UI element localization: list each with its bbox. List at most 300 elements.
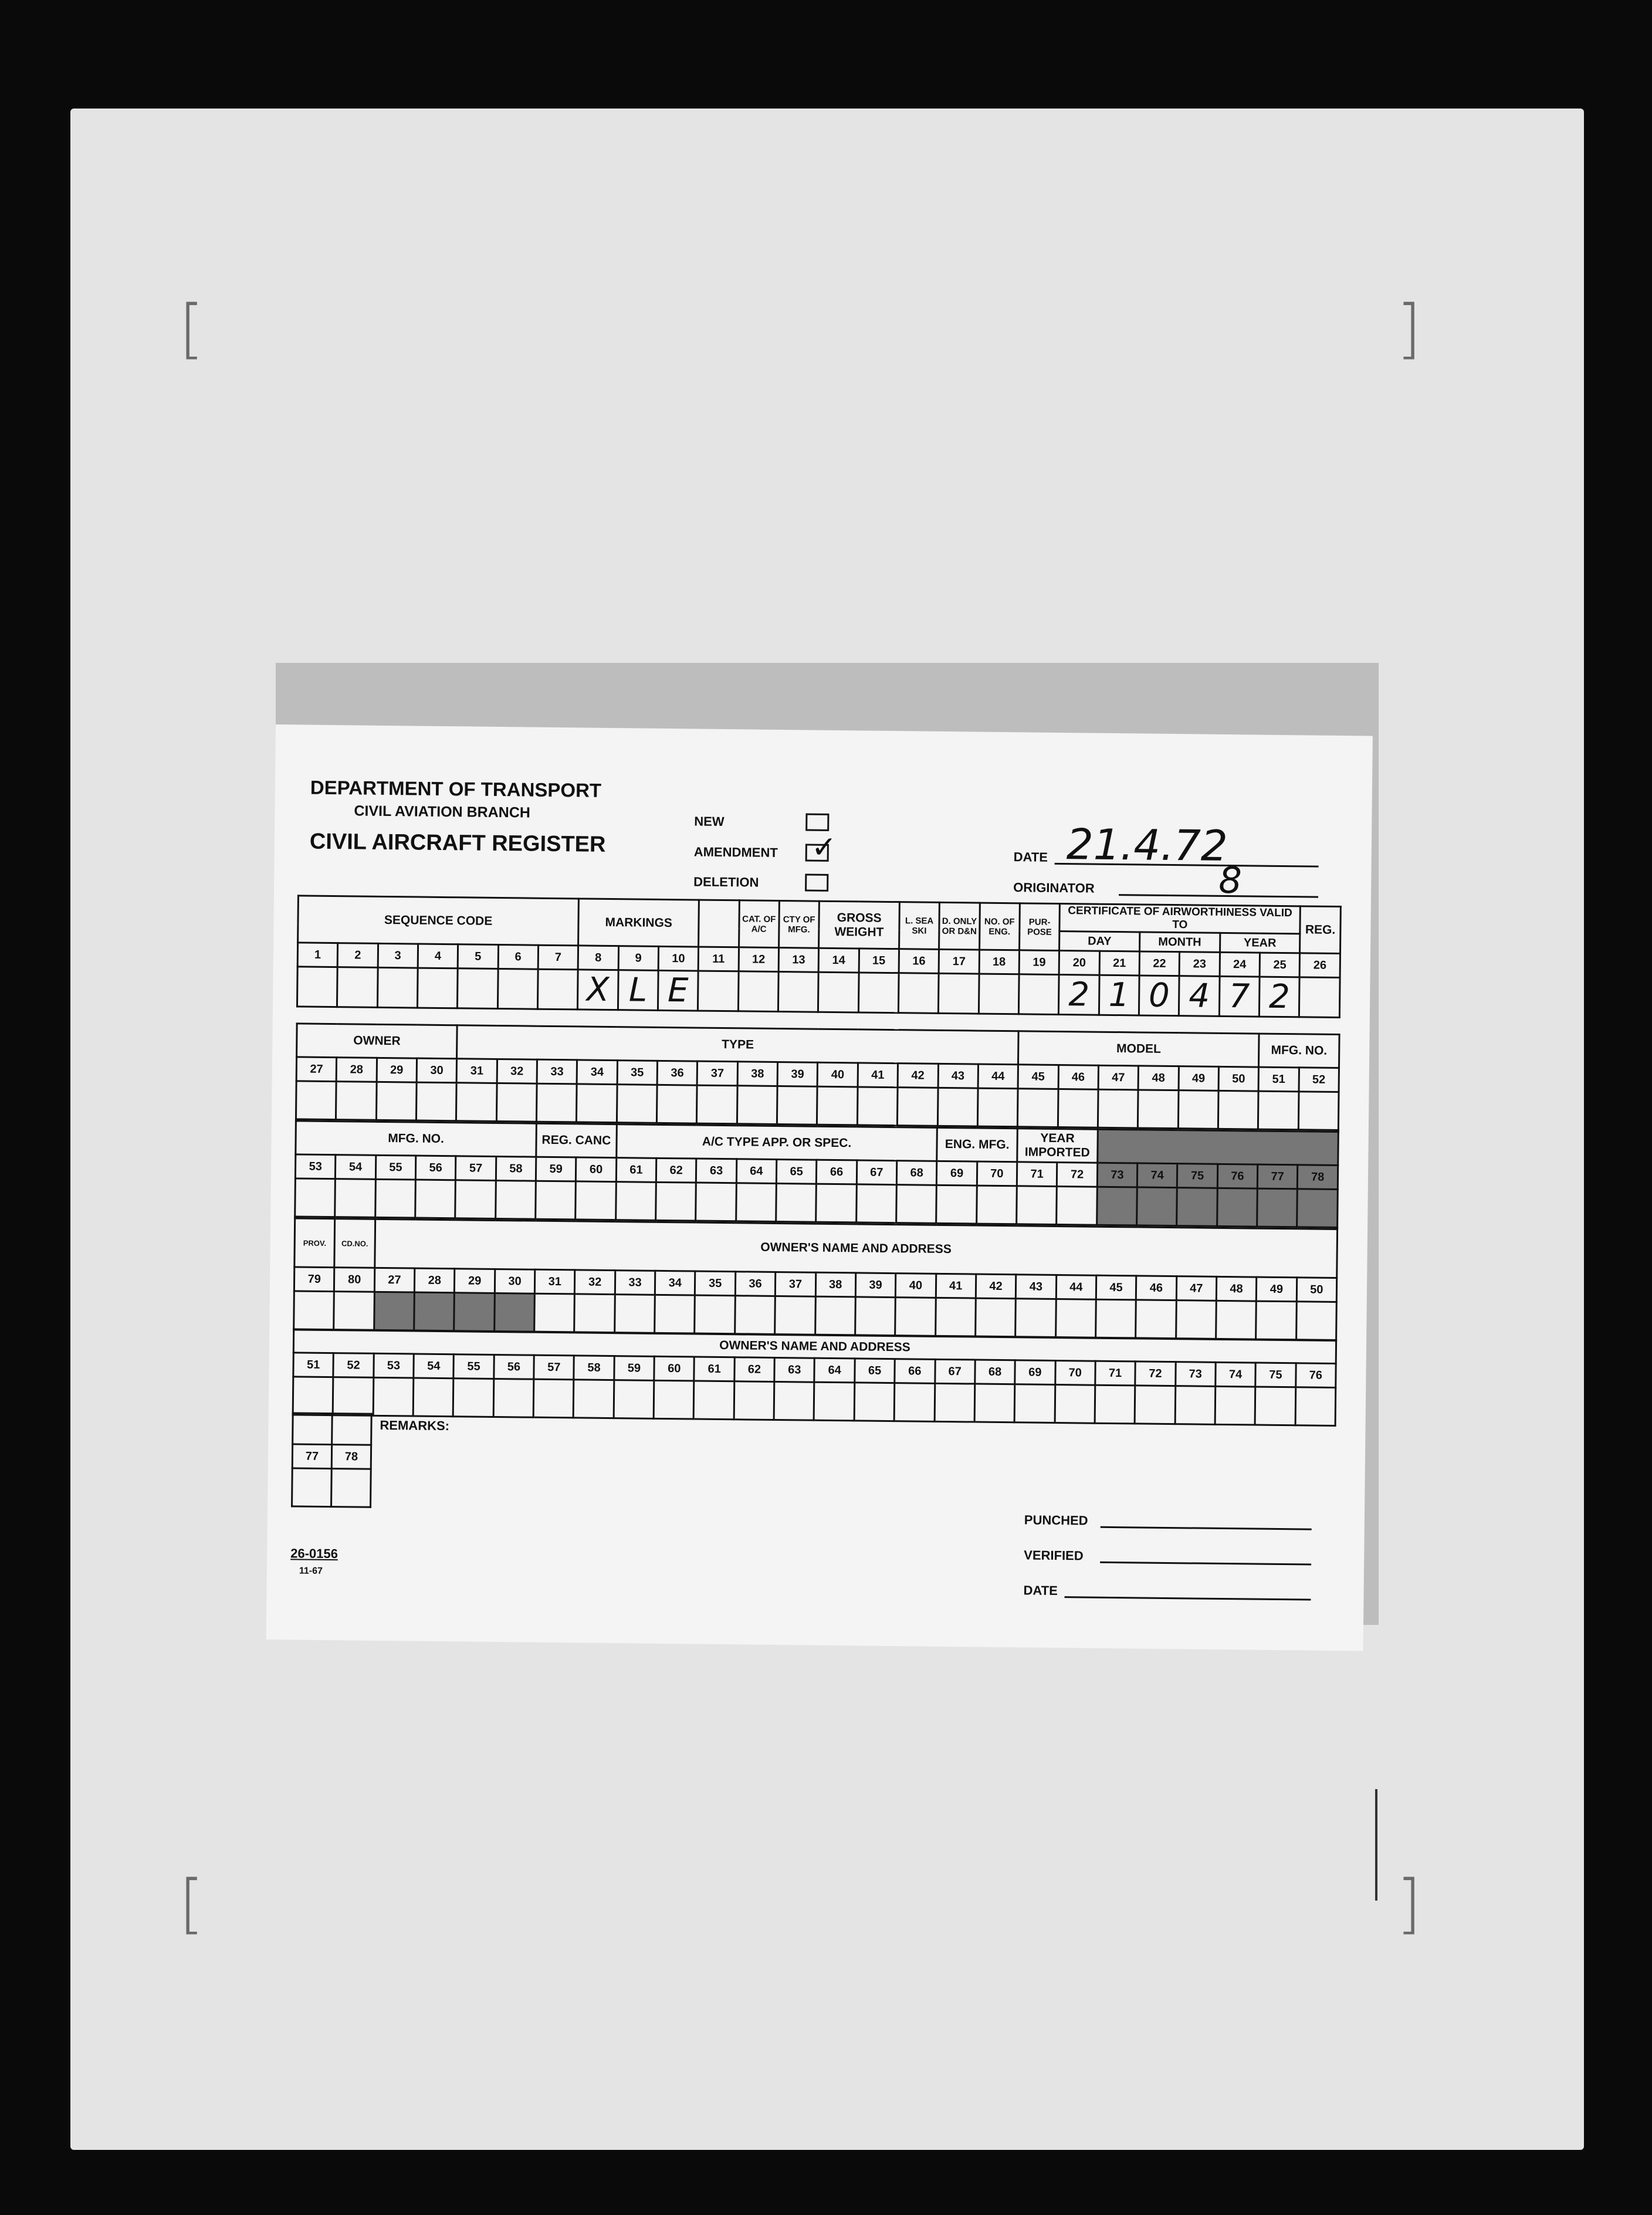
col-number: 50 [1296, 1278, 1337, 1302]
col-number: 68 [975, 1360, 1015, 1384]
data-cell[interactable] [1299, 977, 1340, 1018]
data-cell[interactable] [1295, 1387, 1336, 1426]
col-number: 75 [1255, 1363, 1296, 1387]
data-cell[interactable] [295, 1178, 336, 1217]
col-number: 41 [858, 1063, 898, 1088]
col-number: 76 [1217, 1164, 1258, 1188]
data-cell[interactable] [898, 1088, 938, 1126]
col-number: 40 [818, 1062, 858, 1087]
data-cell[interactable] [857, 1087, 898, 1126]
data-cell[interactable] [1096, 1187, 1137, 1225]
data-cell[interactable] [774, 1381, 814, 1420]
data-cell[interactable] [1215, 1386, 1255, 1425]
data-cell[interactable] [939, 973, 979, 1014]
data-cell[interactable] [373, 1377, 414, 1416]
data-cell[interactable] [453, 1379, 494, 1417]
data-cell[interactable] [1297, 1189, 1338, 1228]
verified-label: VERIFIED [1024, 1547, 1084, 1563]
col-number: 72 [1057, 1162, 1098, 1187]
purpose-header: PUR-POSE [1019, 903, 1059, 951]
data-cell[interactable] [537, 969, 578, 1010]
data-cell[interactable] [815, 1296, 855, 1335]
col-number: 49 [1257, 1277, 1297, 1302]
data-cell[interactable] [534, 1293, 575, 1332]
row6-grid [291, 1412, 373, 1508]
col-number: 56 [494, 1354, 534, 1379]
data-cell[interactable] [374, 1292, 414, 1330]
data-cell[interactable] [694, 1381, 734, 1420]
eng-mfg-header: ENG. MFG. [937, 1127, 1017, 1161]
col-number: 25 [1260, 953, 1300, 977]
data-cell[interactable] [1058, 1089, 1098, 1127]
data-cell[interactable] [697, 1085, 737, 1124]
data-cell[interactable] [1175, 1386, 1216, 1425]
certificate-header: CERTIFICATE OF AIRWORTHINESS VALID TO [1059, 904, 1301, 934]
col-number: 51 [293, 1353, 334, 1377]
col-number: 59 [536, 1157, 576, 1181]
col-number: 37 [775, 1272, 815, 1296]
col-number: 13 [778, 947, 819, 972]
col-number: 69 [937, 1161, 977, 1186]
data-cell[interactable] [738, 971, 778, 1012]
data-cell[interactable] [1178, 1090, 1218, 1129]
col-number: 64 [736, 1159, 777, 1184]
data-cell[interactable] [817, 1086, 858, 1125]
data-cell[interactable] [976, 1298, 1016, 1337]
data-cell[interactable] [1059, 975, 1099, 1015]
data-cell[interactable] [1014, 1384, 1055, 1423]
data-cell[interactable] [1219, 976, 1260, 1017]
amendment-check-mark: ✓ [811, 829, 837, 866]
col-number: 20 [1059, 951, 1099, 976]
handwritten-entry: E [667, 971, 689, 1010]
col-number: 57 [534, 1355, 574, 1380]
data-cell[interactable] [536, 1083, 577, 1122]
col-number: 47 [1098, 1065, 1139, 1090]
data-cell[interactable] [415, 1180, 456, 1218]
data-cell[interactable] [734, 1381, 774, 1420]
data-cell[interactable] [414, 1292, 455, 1331]
col-number: 61 [616, 1158, 656, 1183]
col-number: 29 [377, 1058, 417, 1082]
punched-label: PUNCHED [1024, 1512, 1088, 1528]
col-number: 74 [1137, 1163, 1177, 1188]
col-number: 28 [414, 1268, 455, 1293]
data-cell[interactable] [1217, 1188, 1257, 1227]
col-number: 21 [1099, 951, 1140, 976]
col-number: 14 [818, 948, 859, 973]
col-number: 55 [375, 1155, 416, 1180]
form-revision: 11-67 [299, 1566, 323, 1576]
data-cell[interactable] [454, 1293, 495, 1332]
col-number: 42 [976, 1274, 1016, 1299]
data-cell[interactable] [695, 1295, 735, 1334]
data-cell[interactable] [1257, 1188, 1298, 1227]
data-cell[interactable] [377, 967, 418, 1008]
owner-name-header-1: OWNER'S NAME AND ADDRESS [375, 1219, 1338, 1278]
data-cell[interactable] [818, 972, 859, 1012]
data-cell[interactable] [614, 1380, 654, 1419]
data-cell[interactable] [894, 1383, 935, 1422]
no-eng-header: NO. OF ENG. [979, 903, 1020, 950]
data-cell[interactable] [496, 1083, 537, 1122]
day-subheader: DAY [1059, 932, 1140, 951]
col-number: 36 [735, 1272, 776, 1296]
data-cell[interactable] [1135, 1386, 1175, 1424]
col-number: 65 [776, 1159, 817, 1184]
col-number: 77 [1257, 1164, 1298, 1189]
col-number: 54 [414, 1354, 454, 1379]
row3-grid [294, 1120, 1339, 1228]
col-number: 57 [456, 1156, 496, 1181]
data-cell[interactable] [655, 1295, 695, 1333]
col-number: 52 [333, 1353, 374, 1378]
data-cell[interactable] [1055, 1299, 1096, 1337]
col-number: 51 [1258, 1067, 1299, 1092]
data-cell[interactable] [654, 1380, 694, 1419]
data-cell[interactable] [1216, 1300, 1257, 1339]
data-cell[interactable] [896, 1185, 937, 1224]
handwritten-entry: 4 [1189, 977, 1210, 1015]
data-cell[interactable] [854, 1383, 895, 1421]
col-number: 55 [453, 1354, 494, 1379]
month-subheader: MONTH [1140, 932, 1220, 952]
d-only-header: D. ONLY OR D&N [939, 902, 980, 950]
col-number: 15 [859, 949, 899, 973]
year-subheader: YEAR [1220, 933, 1300, 953]
data-cell[interactable] [737, 1086, 777, 1125]
amendment-label: AMENDMENT [693, 844, 778, 860]
col-number: 62 [656, 1158, 696, 1183]
row6-spacer [332, 1414, 372, 1445]
data-cell[interactable] [336, 1082, 377, 1120]
col-number: 66 [817, 1160, 857, 1184]
date-value: 21.4.72 [1066, 819, 1228, 871]
data-cell[interactable] [296, 1081, 336, 1120]
col-number: 74 [1216, 1362, 1256, 1387]
data-cell[interactable] [618, 970, 658, 1011]
col-number: 23 [1179, 952, 1220, 977]
sequence-code-header: SEQUENCE CODE [298, 896, 579, 946]
data-cell[interactable] [576, 1181, 616, 1220]
col-number: 34 [577, 1060, 618, 1085]
data-cell[interactable] [776, 1183, 817, 1222]
col-number: 24 [1220, 952, 1260, 977]
markings-header: MARKINGS [578, 899, 699, 947]
data-cell[interactable] [577, 1084, 617, 1123]
register-title: CIVIL AIRCRAFT REGISTER [309, 829, 606, 857]
deletion-label: DELETION [693, 874, 759, 890]
data-cell[interactable] [979, 974, 1019, 1014]
data-cell[interactable] [1176, 1300, 1216, 1339]
data-cell[interactable] [778, 971, 818, 1012]
col-number: 37 [698, 1061, 738, 1086]
data-cell[interactable] [1018, 974, 1059, 1015]
col-number: 22 [1139, 951, 1180, 976]
col-number: 27 [296, 1057, 337, 1082]
data-cell[interactable] [1298, 1092, 1339, 1130]
data-cell[interactable] [658, 970, 698, 1011]
data-cell[interactable] [856, 1184, 896, 1223]
data-cell[interactable] [574, 1380, 614, 1418]
data-cell[interactable] [536, 1181, 576, 1220]
col-number: 46 [1136, 1276, 1177, 1300]
handwritten-entry: L [628, 971, 648, 1010]
col-number: 35 [617, 1061, 658, 1085]
mfg-no-header: MFG. NO. [1259, 1034, 1339, 1068]
data-cell[interactable] [937, 1088, 978, 1126]
new-checkbox[interactable] [805, 813, 829, 831]
crop-mark: ] [1396, 291, 1421, 366]
col-number: 70 [977, 1161, 1017, 1186]
data-cell[interactable] [1218, 1090, 1258, 1129]
data-cell[interactable] [1095, 1385, 1135, 1424]
data-cell[interactable] [1018, 1089, 1058, 1127]
col-number: 4 [418, 944, 458, 968]
deletion-checkbox[interactable] [805, 873, 828, 891]
sea-ski-header: L. SEA SKI [899, 902, 939, 950]
col-number: 7 [538, 945, 578, 970]
data-cell[interactable] [1177, 1188, 1217, 1227]
data-cell[interactable] [1256, 1301, 1296, 1340]
data-cell[interactable] [1055, 1384, 1095, 1423]
year-imported-header: YEAR IMPORTED [1017, 1129, 1098, 1163]
cty-header: CTY OF MFG. [778, 901, 819, 949]
mfg-no-header-2: MFG. NO. [296, 1121, 537, 1157]
col-number: 61 [694, 1357, 734, 1381]
col-number: 32 [497, 1059, 537, 1083]
data-cell[interactable] [734, 1296, 775, 1335]
data-cell[interactable] [376, 1082, 417, 1120]
col-number: 39 [855, 1273, 896, 1298]
col-number: 44 [1056, 1275, 1096, 1299]
remarks-label: REMARKS: [380, 1417, 450, 1434]
col-number: 62 [734, 1357, 775, 1382]
data-cell[interactable] [1296, 1302, 1336, 1340]
data-cell[interactable] [495, 1180, 536, 1219]
col-number: 58 [574, 1356, 614, 1380]
col-number: 18 [979, 950, 1020, 974]
col-number: 77 [292, 1444, 331, 1469]
col-number: 6 [498, 944, 539, 969]
col-number: 33 [615, 1271, 655, 1295]
col-number: 68 [896, 1161, 937, 1186]
col-number: 9 [618, 946, 659, 971]
col-number: 80 [334, 1268, 375, 1292]
col-number: 31 [456, 1059, 497, 1083]
data-cell[interactable] [935, 1383, 975, 1422]
col-number: 48 [1216, 1276, 1257, 1301]
data-cell[interactable] [297, 967, 337, 1007]
data-cell[interactable] [1139, 976, 1179, 1016]
data-cell[interactable] [335, 1179, 375, 1218]
data-cell[interactable] [1057, 1186, 1097, 1225]
col-number: 63 [696, 1159, 737, 1183]
data-cell[interactable] [456, 1083, 497, 1122]
col-number: 54 [336, 1155, 376, 1180]
data-cell[interactable] [294, 1291, 334, 1330]
data-cell[interactable] [1255, 1387, 1295, 1425]
col-number: 38 [815, 1272, 856, 1297]
data-cell[interactable] [413, 1378, 453, 1417]
data-cell[interactable] [455, 1180, 496, 1219]
reg-canc-header: REG. CANC [536, 1123, 617, 1157]
data-cell[interactable] [1179, 976, 1220, 1017]
data-cell[interactable] [1098, 1089, 1138, 1128]
col-number: 38 [737, 1062, 778, 1086]
col-number: 58 [496, 1156, 536, 1181]
data-cell[interactable] [1096, 1299, 1136, 1338]
punched-line[interactable] [1101, 1526, 1312, 1530]
col-number: 70 [1055, 1360, 1095, 1385]
col-number: 56 [415, 1156, 456, 1180]
col-number: 46 [1058, 1065, 1099, 1090]
row5-grid [292, 1329, 1337, 1427]
footer-date-line[interactable] [1064, 1596, 1311, 1600]
verified-line[interactable] [1100, 1562, 1311, 1566]
col-number: 59 [614, 1356, 655, 1381]
data-cell[interactable] [1099, 975, 1139, 1015]
handwritten-entry: 0 [1148, 976, 1170, 1015]
col-number: 43 [938, 1064, 979, 1088]
data-cell[interactable] [293, 1377, 333, 1415]
col-number: 35 [695, 1271, 736, 1296]
data-cell[interactable] [935, 1298, 976, 1336]
margin-line [1375, 1789, 1377, 1901]
col-number: 67 [857, 1160, 897, 1185]
data-cell[interactable] [1137, 1187, 1177, 1226]
data-cell[interactable] [855, 1297, 895, 1336]
data-cell[interactable] [574, 1294, 615, 1333]
data-cell[interactable] [775, 1296, 815, 1335]
col-number: 16 [899, 949, 939, 974]
col-number: 39 [777, 1062, 818, 1086]
department-title: DEPARTMENT OF TRANSPORT [310, 776, 602, 801]
data-cell[interactable] [858, 973, 899, 1013]
col-number: 17 [939, 949, 979, 974]
col-number: 42 [898, 1064, 938, 1088]
blank-header [699, 900, 739, 947]
data-cell[interactable] [333, 1377, 374, 1416]
data-cell[interactable] [936, 1185, 977, 1224]
data-cell[interactable] [816, 1184, 857, 1222]
row6-spacer [293, 1413, 333, 1445]
col-number: 48 [1138, 1066, 1179, 1090]
col-number: 53 [295, 1154, 336, 1179]
col-number: 67 [935, 1359, 975, 1384]
col-number: 64 [814, 1358, 855, 1383]
handwritten-entry: 2 [1268, 977, 1291, 1017]
col-number: 1 [297, 943, 338, 967]
data-cell[interactable] [578, 970, 618, 1010]
data-cell[interactable] [977, 1088, 1018, 1127]
data-cell[interactable] [974, 1384, 1015, 1423]
data-cell[interactable] [493, 1379, 534, 1417]
col-number: 33 [537, 1059, 577, 1084]
data-cell[interactable] [976, 1186, 1017, 1224]
data-cell[interactable] [696, 1183, 736, 1221]
col-number: 26 [1299, 953, 1340, 978]
data-cell[interactable] [698, 971, 739, 1011]
model-header: MODEL [1018, 1031, 1260, 1067]
data-cell[interactable] [1017, 1186, 1057, 1225]
data-cell[interactable] [777, 1086, 818, 1125]
col-number: 43 [1016, 1275, 1057, 1299]
col-number: 44 [978, 1064, 1018, 1089]
date-label: DATE [1013, 849, 1048, 865]
data-cell[interactable] [1015, 1299, 1056, 1337]
owner-header: OWNER [297, 1024, 458, 1059]
data-cell[interactable] [458, 968, 498, 1009]
handwritten-entry: 1 [1108, 976, 1130, 1015]
data-cell[interactable] [617, 1085, 657, 1123]
col-number: 12 [739, 947, 779, 972]
col-number: 30 [495, 1269, 535, 1293]
col-number: 71 [1095, 1361, 1136, 1386]
data-cell[interactable] [895, 1298, 936, 1336]
data-cell[interactable] [337, 967, 378, 1008]
data-cell[interactable] [814, 1382, 855, 1421]
col-number: 40 [896, 1274, 936, 1298]
data-cell[interactable] [657, 1085, 698, 1123]
data-cell[interactable] [1138, 1090, 1179, 1129]
col-number: 19 [1019, 950, 1059, 975]
data-cell[interactable] [292, 1468, 332, 1507]
data-cell[interactable] [1136, 1300, 1176, 1339]
col-number: 36 [657, 1061, 698, 1085]
data-cell[interactable] [331, 1469, 371, 1508]
data-cell[interactable] [533, 1379, 574, 1418]
data-cell[interactable] [1258, 1091, 1299, 1130]
col-number: 71 [1017, 1162, 1057, 1187]
data-cell[interactable] [898, 973, 939, 1014]
col-number: 49 [1179, 1066, 1219, 1091]
col-number: 52 [1299, 1068, 1339, 1092]
data-cell[interactable] [736, 1183, 776, 1222]
col-number: 32 [575, 1270, 615, 1295]
data-cell[interactable] [334, 1292, 374, 1330]
col-number: 47 [1176, 1276, 1217, 1301]
data-cell[interactable] [656, 1182, 696, 1221]
data-cell[interactable] [614, 1295, 655, 1333]
col-number: 65 [855, 1359, 895, 1383]
data-cell[interactable] [417, 968, 458, 1008]
footer-date-label: DATE [1023, 1583, 1058, 1598]
col-number: 50 [1218, 1066, 1259, 1091]
data-cell[interactable] [494, 1293, 534, 1332]
col-number: 78 [1298, 1165, 1338, 1190]
col-number: 8 [578, 946, 618, 970]
col-number: 63 [774, 1357, 815, 1382]
col-number: 3 [378, 943, 418, 968]
data-cell[interactable] [497, 968, 538, 1009]
col-number: 53 [374, 1353, 414, 1378]
ac-type-header: A/C TYPE APP. OR SPEC. [616, 1125, 937, 1161]
data-cell[interactable] [416, 1082, 456, 1121]
data-cell[interactable] [375, 1179, 415, 1218]
col-number: 79 [294, 1267, 334, 1292]
branch-title: CIVIL AVIATION BRANCH [354, 802, 531, 821]
handwritten-entry: X [586, 970, 610, 1009]
col-number: 30 [417, 1058, 457, 1083]
crop-mark: [ [179, 291, 204, 366]
data-cell[interactable] [1259, 977, 1299, 1017]
data-cell[interactable] [615, 1182, 656, 1221]
crop-mark: ] [1396, 1866, 1421, 1941]
col-number: 5 [458, 944, 498, 969]
col-number: 73 [1175, 1362, 1216, 1387]
col-number: 27 [374, 1268, 415, 1292]
